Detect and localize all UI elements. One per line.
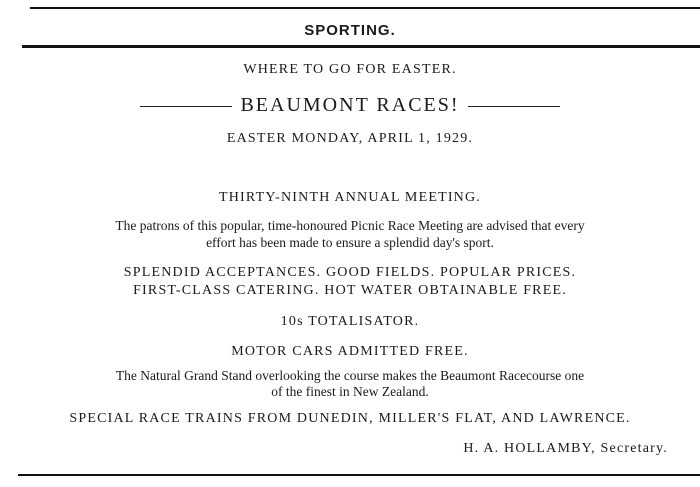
top-rule <box>30 7 700 9</box>
title-text: BEAUMONT RACES! <box>240 94 460 116</box>
grandstand-line-1: The Natural Grand Stand overlooking the course makes the Beaumont Racecourse one <box>115 368 585 383</box>
subheading: WHERE TO GO FOR EASTER. <box>243 62 457 77</box>
features-line-1: SPLENDID ACCEPTANCES. GOOD FIELDS. POPULAR PRICES. <box>123 265 577 280</box>
secretary-signature: H. A. HOLLAMBY, Secretary. <box>463 441 668 456</box>
section-heading: SPORTING. <box>304 22 396 39</box>
trains-line: SPECIAL RACE TRAINS FROM DUNEDIN, MILLER'S FLAT, AND LAWRENCE. <box>69 411 631 426</box>
features-line-2: FIRST-CLASS CATERING. HOT WATER OBTAINABLE FREE. <box>133 283 567 298</box>
motor-cars-line: MOTOR CARS ADMITTED FREE. <box>231 344 469 359</box>
advert-title <box>0 94 700 117</box>
patrons-line-2: effort has been made to ensure a splendid day's sport. <box>206 235 494 250</box>
grandstand-line-2: of the finest in New Zealand. <box>271 384 429 399</box>
patrons-line-1: The patrons of this popular, time-honoured Picnic Race Meeting are advised that every <box>115 218 585 233</box>
heading-rule <box>22 45 700 48</box>
meeting-title: THIRTY-NINTH ANNUAL MEETING. <box>218 190 482 205</box>
left-dash-rule <box>140 106 232 107</box>
bottom-rule <box>18 474 700 476</box>
totalisator-line: 10s TOTALISATOR. <box>280 314 420 329</box>
event-date: EASTER MONDAY, APRIL 1, 1929. <box>226 131 474 146</box>
right-dash-rule <box>468 106 560 107</box>
